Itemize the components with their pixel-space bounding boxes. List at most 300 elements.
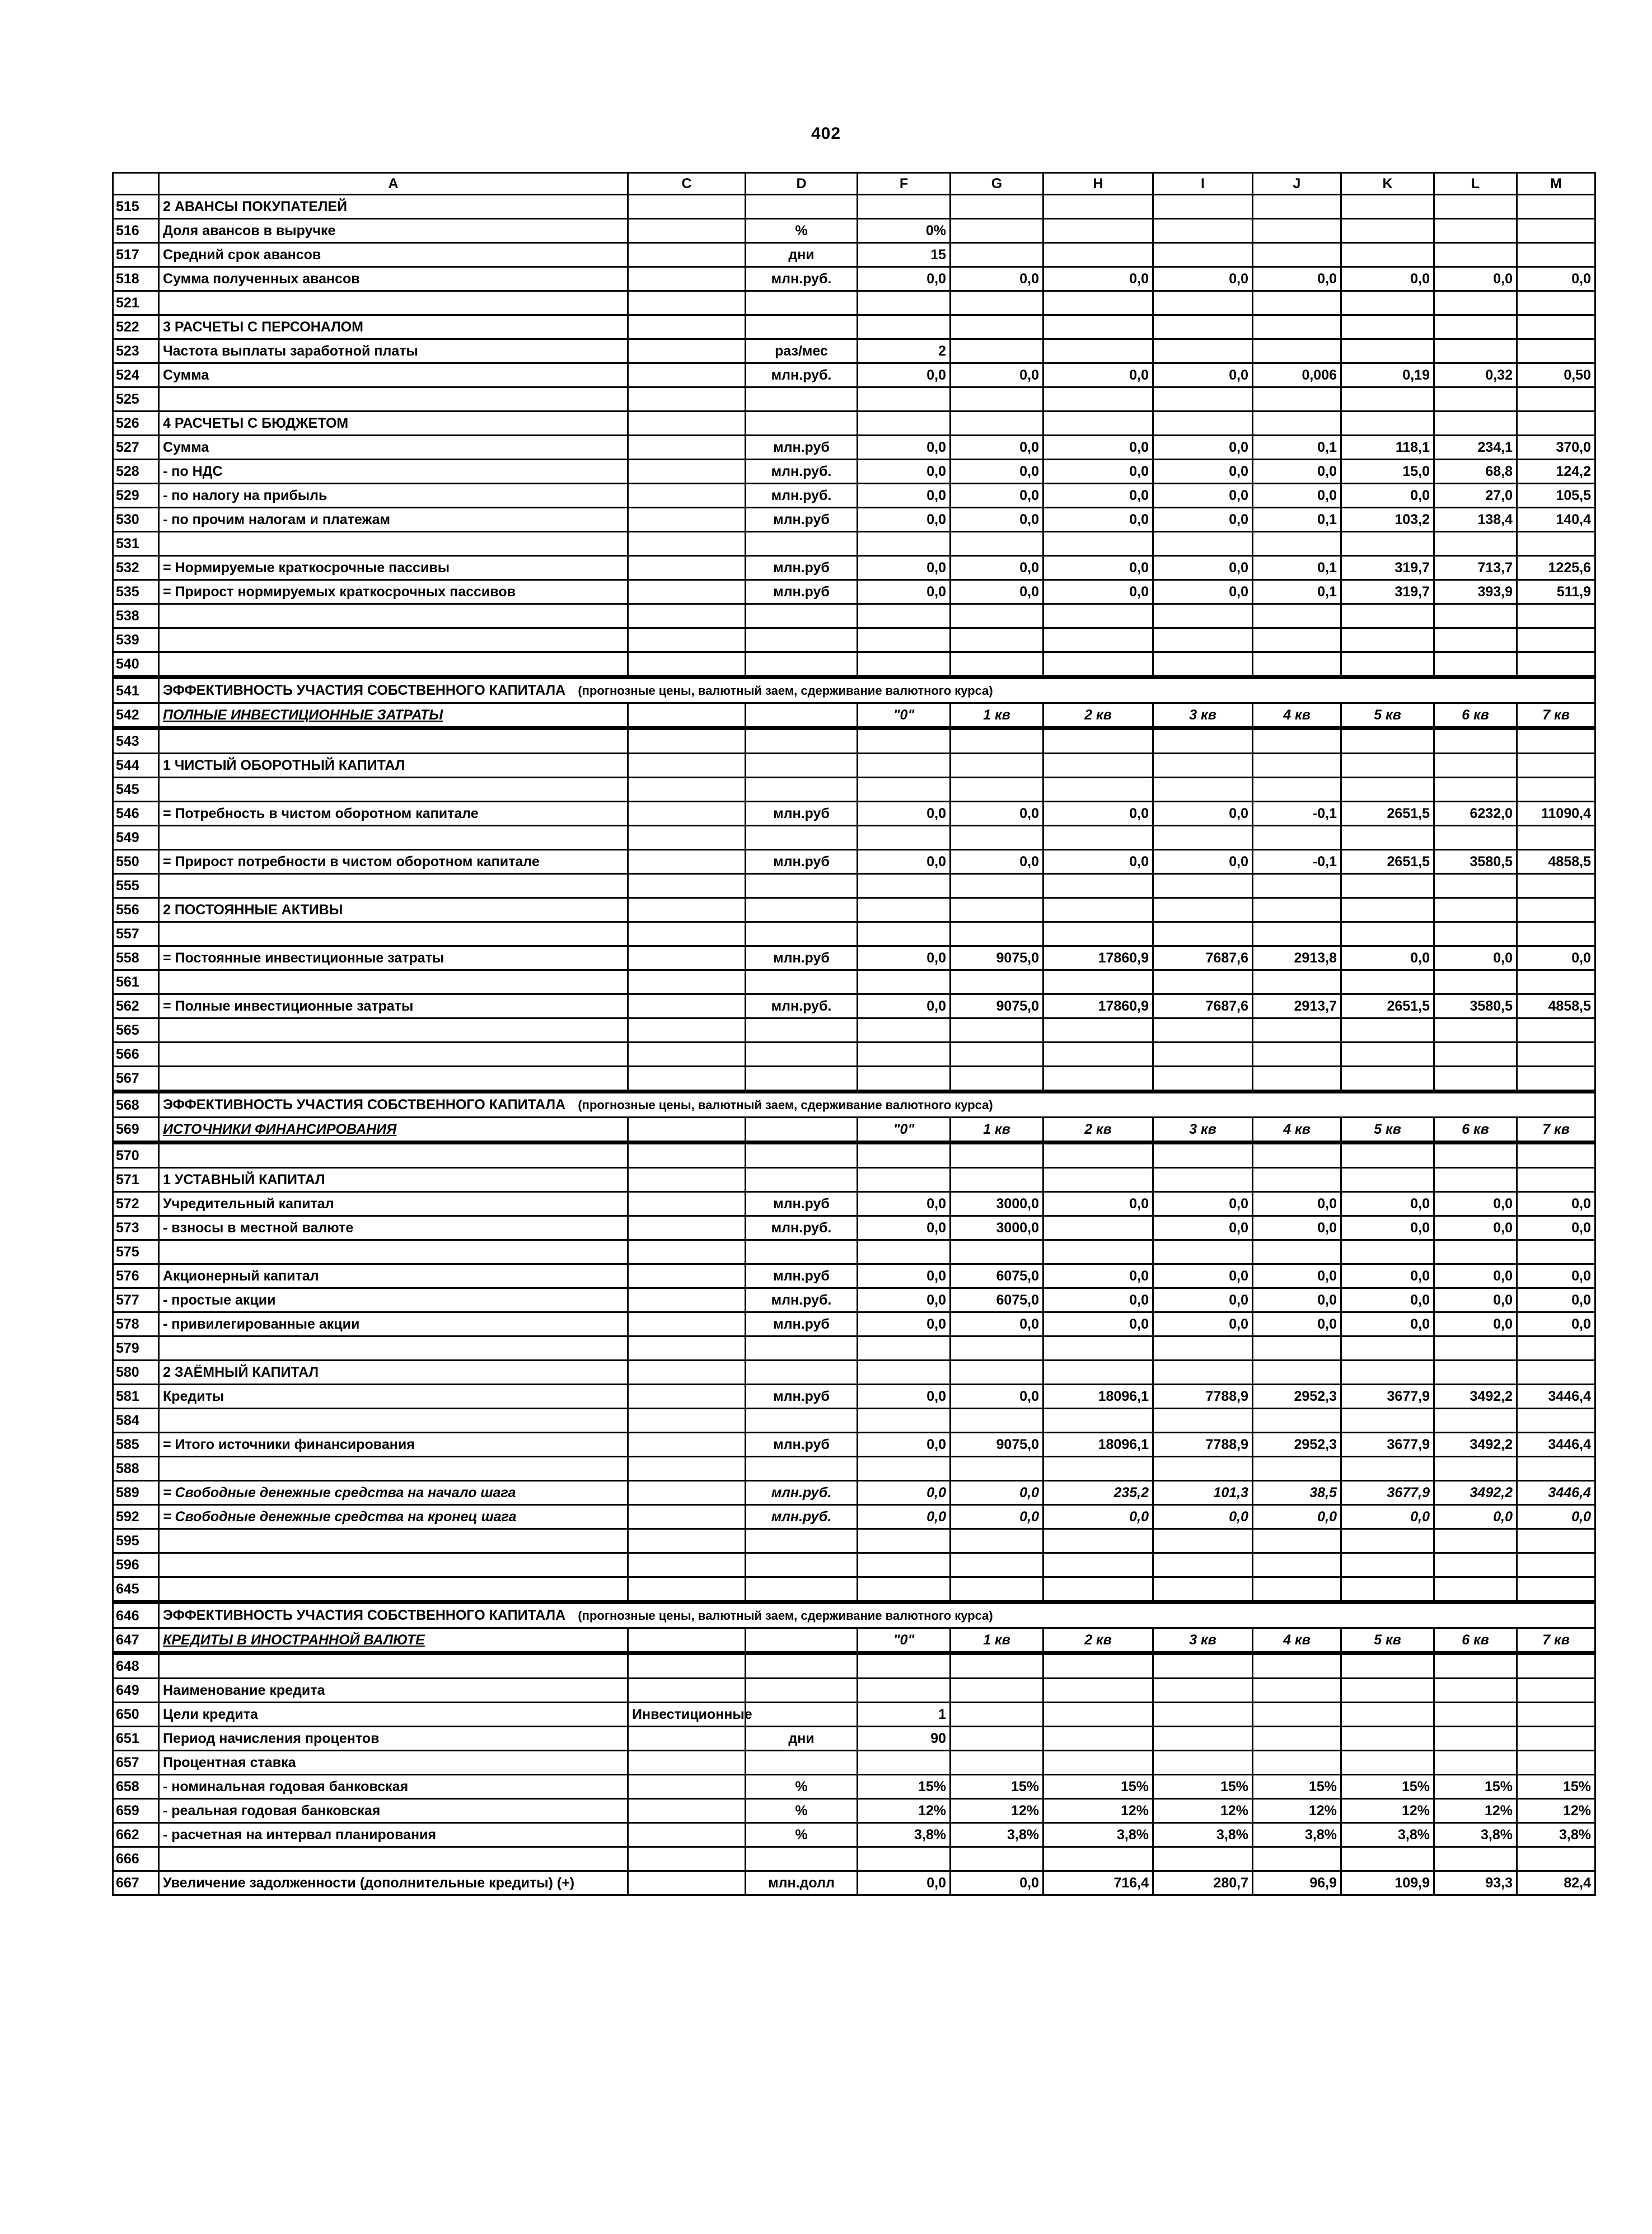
row-number[interactable]: 523 [113,339,159,363]
value-cell[interactable] [1341,1751,1434,1775]
label-cell[interactable] [159,1529,628,1553]
unit-cell[interactable]: % [746,1823,858,1847]
unit-cell[interactable]: млн.руб [746,436,858,460]
value-cell[interactable] [1253,728,1341,754]
c-cell[interactable] [628,387,746,412]
unit-cell[interactable]: млн.руб [746,802,858,826]
value-cell[interactable]: 0,0 [1043,1312,1153,1336]
value-cell[interactable] [951,1409,1043,1433]
value-cell[interactable] [1253,1553,1341,1577]
value-cell[interactable] [1517,778,1595,802]
label-cell[interactable] [159,970,628,994]
value-cell[interactable]: 6075,0 [951,1288,1043,1312]
c-cell[interactable] [628,728,746,754]
column-header-i[interactable]: I [1153,173,1253,195]
value-cell[interactable]: 12% [1517,1799,1595,1823]
value-cell[interactable]: 0,19 [1341,363,1434,387]
unit-cell[interactable]: млн.руб. [746,460,858,484]
unit-cell[interactable] [746,387,858,412]
value-cell[interactable]: 0,0 [1153,580,1253,604]
value-cell[interactable] [1043,728,1153,754]
c-cell[interactable] [628,970,746,994]
label-cell[interactable]: - взносы в местной валюте [159,1216,628,1240]
unit-cell[interactable] [746,1043,858,1067]
row-number[interactable]: 647 [113,1628,159,1653]
value-cell[interactable]: 0,0 [1153,460,1253,484]
value-cell[interactable] [1434,778,1517,802]
value-cell[interactable]: 0,1 [1253,556,1341,580]
value-cell[interactable]: 0,0 [1341,1264,1434,1288]
period-header[interactable]: 6 кв [1434,1118,1517,1143]
value-cell[interactable]: 3000,0 [951,1192,1043,1216]
value-cell[interactable]: 15% [1517,1775,1595,1799]
value-cell[interactable]: 2651,5 [1341,802,1434,826]
c-cell[interactable] [628,412,746,436]
unit-cell[interactable] [746,1847,858,1871]
label-cell[interactable] [159,1577,628,1602]
value-cell[interactable]: 0,0 [1153,802,1253,826]
value-cell[interactable] [951,1043,1043,1067]
value-cell[interactable] [1341,1577,1434,1602]
value-cell[interactable] [1253,652,1341,677]
value-cell[interactable] [1153,412,1253,436]
value-cell[interactable] [1517,532,1595,556]
label-cell[interactable]: Период начисления процентов [159,1727,628,1751]
value-cell[interactable]: 280,7 [1153,1871,1253,1895]
c-cell[interactable] [628,267,746,291]
value-cell[interactable]: 12% [1434,1799,1517,1823]
value-cell[interactable] [1153,1336,1253,1361]
unit-cell[interactable]: млн.долл [746,1871,858,1895]
value-cell[interactable] [858,1168,951,1192]
period-header[interactable]: 1 кв [951,1628,1043,1653]
value-cell[interactable] [951,874,1043,898]
value-cell[interactable] [1153,826,1253,850]
c-cell[interactable] [628,1847,746,1871]
c-cell[interactable] [628,195,746,219]
value-cell[interactable]: 3677,9 [1341,1433,1434,1457]
value-cell[interactable] [1153,874,1253,898]
value-cell[interactable] [1153,1703,1253,1727]
unit-cell[interactable] [746,826,858,850]
value-cell[interactable] [1341,291,1434,315]
value-cell[interactable]: 12% [1153,1799,1253,1823]
value-cell[interactable] [1341,826,1434,850]
c-cell[interactable] [628,1799,746,1823]
label-cell[interactable] [159,1336,628,1361]
value-cell[interactable] [1253,1336,1341,1361]
value-cell[interactable] [1341,1043,1434,1067]
row-number[interactable]: 516 [113,219,159,243]
value-cell[interactable]: 0,0 [1253,1288,1341,1312]
value-cell[interactable]: 3492,2 [1434,1481,1517,1505]
value-cell[interactable] [951,1751,1043,1775]
value-cell[interactable]: 0,0 [1043,436,1153,460]
period-header[interactable]: "0" [858,1628,951,1653]
value-cell[interactable] [1341,1018,1434,1043]
value-cell[interactable]: 2651,5 [1341,994,1434,1018]
value-cell[interactable]: 68,8 [1434,460,1517,484]
period-header[interactable]: 5 кв [1341,1628,1434,1653]
c-cell[interactable] [628,1118,746,1143]
value-cell[interactable] [1253,1043,1341,1067]
value-cell[interactable] [1253,195,1341,219]
value-cell[interactable]: 0,0 [1153,267,1253,291]
value-cell[interactable] [1341,970,1434,994]
row-number[interactable]: 666 [113,1847,159,1871]
label-cell[interactable] [159,1409,628,1433]
unit-cell[interactable] [746,778,858,802]
row-number[interactable]: 581 [113,1385,159,1409]
row-number[interactable]: 542 [113,703,159,728]
value-cell[interactable] [858,1457,951,1481]
value-cell[interactable]: 0,0 [951,1505,1043,1529]
value-cell[interactable] [951,1240,1043,1264]
row-number[interactable]: 532 [113,556,159,580]
period-header[interactable]: 7 кв [1517,703,1595,728]
c-cell[interactable] [628,508,746,532]
value-cell[interactable]: 18096,1 [1043,1433,1153,1457]
unit-cell[interactable] [746,1018,858,1043]
c-cell[interactable] [628,1216,746,1240]
value-cell[interactable] [1517,1457,1595,1481]
value-cell[interactable]: 0,0 [1434,1264,1517,1288]
label-cell[interactable] [159,778,628,802]
value-cell[interactable]: 0% [858,219,951,243]
row-number[interactable]: 518 [113,267,159,291]
value-cell[interactable] [1517,1847,1595,1871]
label-cell[interactable]: - номинальная годовая банковская [159,1775,628,1799]
value-cell[interactable] [1434,339,1517,363]
value-cell[interactable] [1153,778,1253,802]
value-cell[interactable]: 0,0 [1153,436,1253,460]
value-cell[interactable] [1253,387,1341,412]
value-cell[interactable] [1043,826,1153,850]
c-cell[interactable] [628,754,746,778]
value-cell[interactable] [1253,1018,1341,1043]
value-cell[interactable]: 319,7 [1341,580,1434,604]
value-cell[interactable] [1341,754,1434,778]
value-cell[interactable]: 105,5 [1517,484,1595,508]
value-cell[interactable]: 0,0 [1153,363,1253,387]
value-cell[interactable] [1043,874,1153,898]
value-cell[interactable] [1043,1067,1153,1092]
value-cell[interactable]: 3,8% [858,1823,951,1847]
value-cell[interactable] [1517,1653,1595,1679]
value-cell[interactable]: 15,0 [1341,460,1434,484]
value-cell[interactable]: 0,0 [858,1216,951,1240]
unit-cell[interactable] [746,1409,858,1433]
unit-cell[interactable]: дни [746,243,858,267]
unit-cell[interactable] [746,532,858,556]
value-cell[interactable] [1043,291,1153,315]
value-cell[interactable] [1434,874,1517,898]
value-cell[interactable]: 3492,2 [1434,1385,1517,1409]
value-cell[interactable] [951,922,1043,946]
value-cell[interactable] [1434,1653,1517,1679]
c-cell[interactable] [628,1727,746,1751]
value-cell[interactable]: 0,0 [1043,267,1153,291]
c-cell[interactable] [628,1192,746,1216]
value-cell[interactable] [951,532,1043,556]
c-cell[interactable] [628,1067,746,1092]
value-cell[interactable] [951,1577,1043,1602]
value-cell[interactable] [951,604,1043,628]
value-cell[interactable]: 3446,4 [1517,1385,1595,1409]
value-cell[interactable]: 3677,9 [1341,1481,1434,1505]
value-cell[interactable]: 0,0 [1517,1505,1595,1529]
value-cell[interactable] [1517,728,1595,754]
value-cell[interactable]: 15% [1253,1775,1341,1799]
c-cell[interactable] [628,1679,746,1703]
value-cell[interactable]: 0,0 [1253,1216,1341,1240]
value-cell[interactable] [858,387,951,412]
row-number[interactable]: 565 [113,1018,159,1043]
period-header[interactable]: 1 кв [951,703,1043,728]
value-cell[interactable] [1043,315,1153,339]
value-cell[interactable] [1153,1847,1253,1871]
value-cell[interactable]: 0,0 [1153,1192,1253,1216]
value-cell[interactable] [1153,1457,1253,1481]
label-cell[interactable]: - реальная годовая банковская [159,1799,628,1823]
value-cell[interactable] [951,1727,1043,1751]
value-cell[interactable]: 0,0 [1043,1264,1153,1288]
value-cell[interactable] [1517,922,1595,946]
value-cell[interactable]: 109,9 [1341,1871,1434,1895]
value-cell[interactable]: 7788,9 [1153,1385,1253,1409]
label-cell[interactable]: Процентная ставка [159,1751,628,1775]
c-cell[interactable] [628,628,746,652]
value-cell[interactable] [951,826,1043,850]
label-cell[interactable]: - привилегированные акции [159,1312,628,1336]
row-number[interactable]: 555 [113,874,159,898]
row-number[interactable]: 556 [113,898,159,922]
value-cell[interactable] [1043,922,1153,946]
label-cell[interactable]: - по налогу на прибыль [159,484,628,508]
value-cell[interactable]: 4858,5 [1517,850,1595,874]
value-cell[interactable] [1341,1240,1434,1264]
value-cell[interactable]: 0,32 [1434,363,1517,387]
section-header-label[interactable]: ИСТОЧНИКИ ФИНАНСИРОВАНИЯ [159,1118,628,1143]
value-cell[interactable] [951,1553,1043,1577]
row-number[interactable]: 544 [113,754,159,778]
value-cell[interactable]: 0,0 [1517,1192,1595,1216]
value-cell[interactable] [1043,628,1153,652]
value-cell[interactable] [858,1653,951,1679]
value-cell[interactable] [1517,628,1595,652]
unit-cell[interactable] [746,1240,858,1264]
value-cell[interactable]: 0,0 [1341,1312,1434,1336]
value-cell[interactable]: 0,0 [1253,1264,1341,1288]
value-cell[interactable] [1434,1553,1517,1577]
value-cell[interactable]: 0,0 [858,1192,951,1216]
value-cell[interactable] [1517,339,1595,363]
value-cell[interactable] [1434,1168,1517,1192]
value-cell[interactable]: 12% [1043,1799,1153,1823]
value-cell[interactable] [1517,1409,1595,1433]
c-cell[interactable] [628,1288,746,1312]
value-cell[interactable] [1434,898,1517,922]
c-cell[interactable] [628,1751,746,1775]
value-cell[interactable] [1341,778,1434,802]
value-cell[interactable] [858,1240,951,1264]
unit-cell[interactable]: млн.руб [746,1312,858,1336]
row-number[interactable]: 573 [113,1216,159,1240]
period-header[interactable]: 7 кв [1517,1118,1595,1143]
value-cell[interactable]: 2 [858,339,951,363]
row-number[interactable]: 578 [113,1312,159,1336]
section-header-label[interactable]: ПОЛНЫЕ ИНВЕСТИЦИОННЫЕ ЗАТРАТЫ [159,703,628,728]
unit-cell[interactable] [746,628,858,652]
value-cell[interactable] [858,1043,951,1067]
value-cell[interactable] [1253,1409,1341,1433]
row-number[interactable]: 529 [113,484,159,508]
value-cell[interactable]: 0,0 [1253,484,1341,508]
value-cell[interactable] [1043,195,1153,219]
value-cell[interactable]: 0,0 [1341,1192,1434,1216]
value-cell[interactable] [1153,652,1253,677]
value-cell[interactable] [1434,1067,1517,1092]
label-cell[interactable]: 1 УСТАВНЫЙ КАПИТАЛ [159,1168,628,1192]
value-cell[interactable] [1434,291,1517,315]
value-cell[interactable]: 0,0 [1517,1216,1595,1240]
value-cell[interactable] [1153,1727,1253,1751]
value-cell[interactable] [1153,339,1253,363]
value-cell[interactable] [951,1653,1043,1679]
value-cell[interactable] [1253,970,1341,994]
value-cell[interactable] [1341,1553,1434,1577]
value-cell[interactable] [951,291,1043,315]
value-cell[interactable] [1253,826,1341,850]
value-cell[interactable] [858,1847,951,1871]
unit-cell[interactable]: млн.руб [746,556,858,580]
label-cell[interactable] [159,1457,628,1481]
value-cell[interactable]: 370,0 [1517,436,1595,460]
row-number[interactable]: 526 [113,412,159,436]
unit-cell[interactable] [746,1679,858,1703]
value-cell[interactable]: 716,4 [1043,1871,1153,1895]
label-cell[interactable]: - расчетная на интервал планирования [159,1823,628,1847]
label-cell[interactable] [159,1067,628,1092]
unit-cell[interactable] [746,315,858,339]
value-cell[interactable] [1341,728,1434,754]
value-cell[interactable]: 0,0 [1341,1216,1434,1240]
row-number[interactable]: 562 [113,994,159,1018]
value-cell[interactable] [1517,291,1595,315]
value-cell[interactable] [1341,628,1434,652]
value-cell[interactable]: 0,0 [858,802,951,826]
value-cell[interactable] [1253,1751,1341,1775]
value-cell[interactable] [1434,1847,1517,1871]
label-cell[interactable]: Наименование кредита [159,1679,628,1703]
value-cell[interactable]: 0,0 [951,508,1043,532]
value-cell[interactable] [951,728,1043,754]
value-cell[interactable] [1341,219,1434,243]
value-cell[interactable] [1253,1361,1341,1385]
c-cell[interactable] [628,1871,746,1895]
row-number[interactable]: 575 [113,1240,159,1264]
value-cell[interactable]: 0,0 [951,556,1043,580]
value-cell[interactable]: 9075,0 [951,1433,1043,1457]
value-cell[interactable]: 0,50 [1517,363,1595,387]
value-cell[interactable] [1341,339,1434,363]
value-cell[interactable]: 0,0 [1517,267,1595,291]
label-cell[interactable]: = Свободные денежные средства на начало шага [159,1481,628,1505]
value-cell[interactable] [951,1703,1043,1727]
value-cell[interactable] [1253,1168,1341,1192]
value-cell[interactable] [1043,652,1153,677]
value-cell[interactable]: 0,0 [1153,508,1253,532]
value-cell[interactable]: 1 [858,1703,951,1727]
value-cell[interactable] [1253,291,1341,315]
value-cell[interactable]: 0,0 [1434,1216,1517,1240]
value-cell[interactable]: 15% [1043,1775,1153,1799]
value-cell[interactable] [1434,1018,1517,1043]
value-cell[interactable] [951,219,1043,243]
row-number[interactable]: 515 [113,195,159,219]
value-cell[interactable] [1043,1679,1153,1703]
value-cell[interactable] [1253,1679,1341,1703]
value-cell[interactable] [1253,1529,1341,1553]
value-cell[interactable] [1153,1043,1253,1067]
label-cell[interactable] [159,291,628,315]
label-cell[interactable] [159,628,628,652]
value-cell[interactable] [1341,1679,1434,1703]
value-cell[interactable] [858,628,951,652]
value-cell[interactable] [1253,315,1341,339]
c-cell[interactable] [628,484,746,508]
unit-cell[interactable] [746,291,858,315]
value-cell[interactable]: 0,0 [1153,1505,1253,1529]
value-cell[interactable]: 0,0 [858,267,951,291]
unit-cell[interactable] [746,195,858,219]
value-cell[interactable]: 0,0 [1434,1505,1517,1529]
value-cell[interactable] [1153,1577,1253,1602]
label-cell[interactable]: Учредительный капитал [159,1192,628,1216]
period-header[interactable]: 5 кв [1341,1118,1434,1143]
row-number[interactable]: 571 [113,1168,159,1192]
column-header-d[interactable]: D [746,173,858,195]
label-cell[interactable] [159,532,628,556]
value-cell[interactable]: 3492,2 [1434,1433,1517,1457]
value-cell[interactable] [858,412,951,436]
value-cell[interactable] [1517,1361,1595,1385]
c-cell[interactable] [628,1043,746,1067]
value-cell[interactable]: 0,0 [1341,946,1434,970]
value-cell[interactable]: 0,0 [858,580,951,604]
value-cell[interactable] [1517,970,1595,994]
value-cell[interactable] [1153,291,1253,315]
value-cell[interactable]: 0,0 [1517,946,1595,970]
column-header-c[interactable]: C [628,173,746,195]
row-number[interactable]: 645 [113,1577,159,1602]
unit-cell[interactable]: млн.руб. [746,484,858,508]
value-cell[interactable] [1253,1703,1341,1727]
value-cell[interactable] [1341,1703,1434,1727]
value-cell[interactable] [1043,1457,1153,1481]
value-cell[interactable]: 38,5 [1253,1481,1341,1505]
label-cell[interactable] [159,1553,628,1577]
value-cell[interactable]: 0,0 [1043,802,1153,826]
value-cell[interactable] [1153,195,1253,219]
value-cell[interactable] [1341,1409,1434,1433]
column-header-l[interactable]: L [1434,173,1517,195]
value-cell[interactable] [1043,1168,1153,1192]
value-cell[interactable] [1517,243,1595,267]
row-number[interactable]: 517 [113,243,159,267]
value-cell[interactable] [951,970,1043,994]
value-cell[interactable] [951,387,1043,412]
